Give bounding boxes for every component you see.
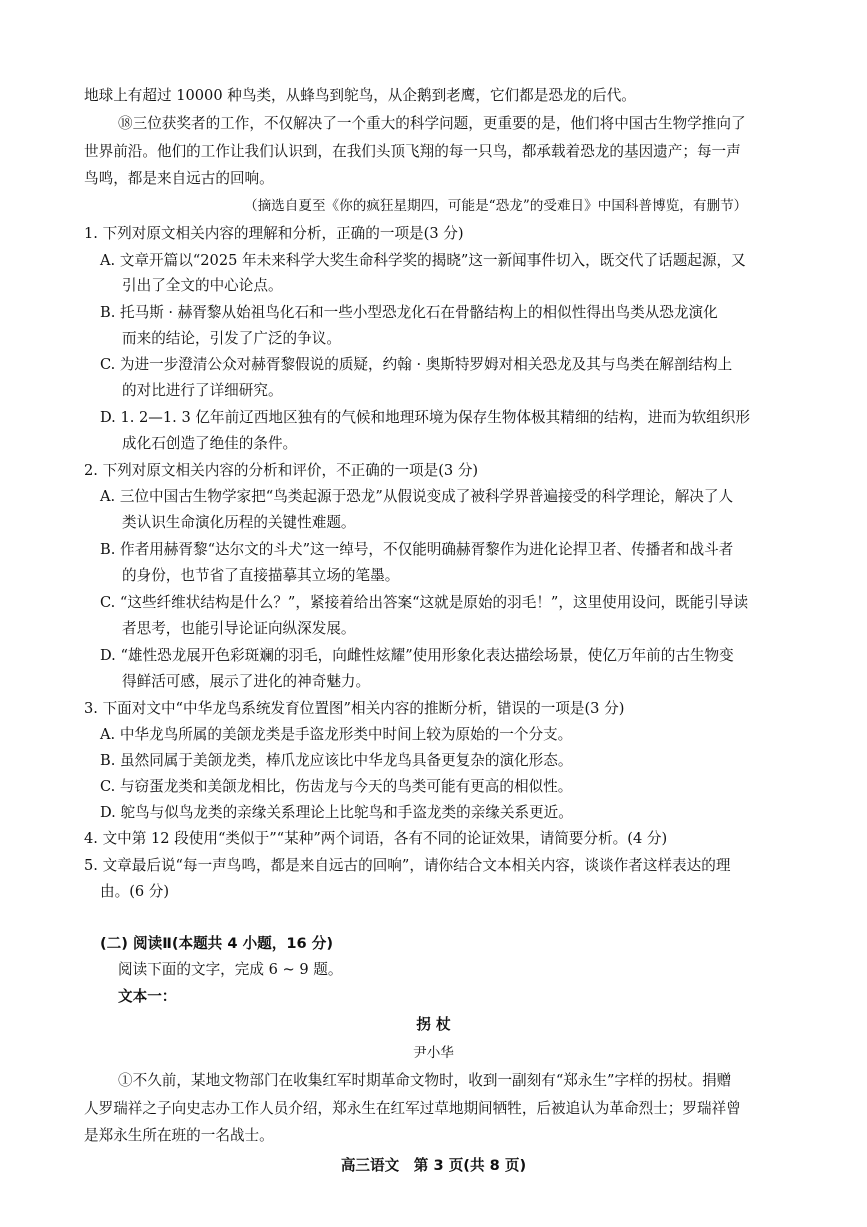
story-paragraph-1-line: ①不久前，某地文物部门在收集红军时期革命文物时，收到一副刻有“郑永生”字样的拐杖。捐赠 [118, 1072, 732, 1089]
q3-option-b: B. 虽然同属于美颌龙类，棒爪龙应该比中华龙鸟具备更复杂的演化形态。 [100, 752, 573, 769]
q2-option-c: C. “这些纤维状结构是什么？”，紧接着给出答案“这就是原始的羽毛！”，这里使用设问，既能引导读 [100, 594, 749, 611]
question-1-stem: 1. 下列对原文相关内容的理解和分析，正确的一项是(3 分) [84, 225, 464, 242]
q1-option-d: D. 1. 2—1. 3 亿年前辽西地区独有的气候和地理环境为保存生物体极其精细的结构，进而为软组织形 [100, 409, 750, 426]
q1-option-c-cont: 的对比进行了详细研究。 [122, 382, 283, 399]
passage-line: 地球上有超过 10000 种鸟类，从蜂鸟到鸵鸟，从企鹅到老鹰，它们都是恐龙的后代。 [84, 87, 636, 104]
q2-option-d: D. “雄性恐龙展开色彩斑斓的羽毛，向雌性炫耀”使用形象化表达描绘场景，使亿万年前的古生物变 [100, 647, 734, 664]
paragraph-18-line: 世界前沿。他们的工作让我们认识到，在我们头顶飞翔的每一只鸟，都承载着恐龙的基因遗产；每一声 [84, 143, 741, 160]
q2-option-b-cont: 的身份，也节省了直接描摹其立场的笔墨。 [122, 567, 400, 584]
question-3-stem: 3. 下面对文中“中华龙鸟系统发育位置图”相关内容的推断分析，错误的一项是(3 分) [84, 700, 625, 717]
section-instruction: 阅读下面的文字，完成 6 ~ 9 题。 [118, 961, 343, 978]
q2-option-b: B. 作者用赫胥黎“达尔文的斗犬”这一绰号，不仅能明确赫胥黎作为进化论捍卫者、传播者和战斗者 [100, 541, 734, 558]
story-author: 尹小华 [413, 1045, 454, 1061]
q2-option-a: A. 三位中国古生物学家把“鸟类起源于恐龙”从假说变成了被科学界普遍接受的科学理论，解决了人 [100, 488, 734, 505]
text-label: 文本一： [118, 988, 177, 1005]
question-2-stem: 2. 下列对原文相关内容的分析和评价，不正确的一项是(3 分) [84, 462, 479, 479]
source-citation: （摘选自夏至《你的疯狂星期四，可能是“恐龙”的受难日》中国科普博览，有删节） [244, 198, 748, 214]
q3-option-d: D. 鸵鸟与似鸟龙类的亲缘关系理论上比鸵鸟和手盗龙类的亲缘关系更近。 [100, 804, 573, 821]
q1-option-b-cont: 而来的结论，引发了广泛的争议。 [122, 330, 341, 347]
story-paragraph-1-line: 人罗瑞祥之子向史志办工作人员介绍，郑永生在红军过草地期间牺牲，后被追认为革命烈士；罗瑞祥曾 [84, 1100, 741, 1117]
section-heading: (二) 阅读Ⅱ(本题共 4 小题，16 分) [100, 935, 334, 952]
paragraph-18-line: 鸟鸣，都是来自远古的回响。 [84, 170, 274, 187]
q1-option-c: C. 为进一步澄清公众对赫胥黎假说的质疑，约翰 · 奥斯特罗姆对相关恐龙及其与鸟类在解剖结构上 [100, 356, 733, 373]
q1-option-a: A. 文章开篇以“2025 年未来科学大奖生命科学奖的揭晓”这一新闻事件切入，既交代了话题起源，又 [100, 252, 746, 269]
q2-option-c-cont: 者思考，也能引导论证向纵深发展。 [122, 620, 356, 637]
q1-option-d-cont: 成化石创造了绝佳的条件。 [122, 435, 298, 452]
q3-option-c: C. 与窃蛋龙类和美颌龙相比，伤齿龙与今天的鸟类可能有更高的相似性。 [100, 778, 573, 795]
q1-option-a-cont: 引出了全文的中心论点。 [122, 277, 283, 294]
q2-option-a-cont: 类认识生命演化历程的关键性难题。 [122, 514, 356, 531]
story-title: 拐 杖 [416, 1016, 451, 1033]
question-5-stem: 5. 文章最后说“每一声鸟鸣，都是来自远古的回响”，请你结合文本相关内容，谈谈作者这样表达的理 [84, 857, 731, 874]
question-4-stem: 4. 文中第 12 段使用“类似于”“某种”两个词语，各有不同的论证效果，请简要分析。(4 分) [84, 830, 668, 847]
q1-option-b: B. 托马斯 · 赫胥黎从始祖鸟化石和一些小型恐龙化石在骨骼结构上的相似性得出鸟类从恐龙演化 [100, 304, 718, 321]
paragraph-18-line: ⑱三位获奖者的工作，不仅解决了一个重大的科学问题，更重要的是，他们将中国古生物学推向了 [118, 115, 746, 132]
page-footer: 高三语文 第 3 页(共 8 页) [340, 1157, 527, 1174]
story-paragraph-1-line: 是郑永生所在班的一名战士。 [84, 1127, 274, 1144]
q2-option-d-cont: 得鲜活可感，展示了进化的神奇魅力。 [122, 673, 371, 690]
q3-option-a: A. 中华龙鸟所属的美颌龙类是手盗龙形类中时间上较为原始的一个分支。 [100, 726, 573, 743]
question-5-stem-cont: 由。(6 分) [100, 883, 170, 900]
